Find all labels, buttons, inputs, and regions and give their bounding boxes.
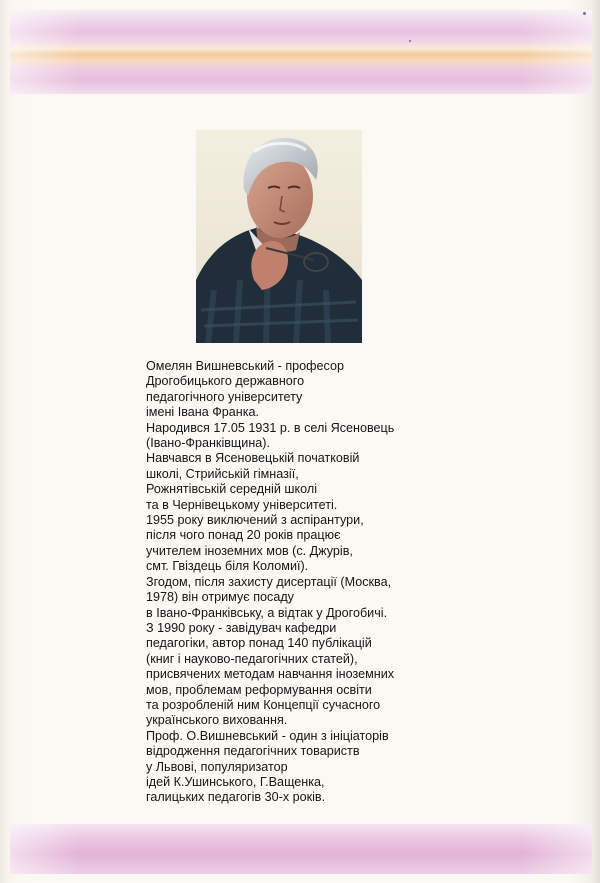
- decorative-band-top: [10, 10, 592, 94]
- biography-line: педагогічного університету: [146, 389, 303, 404]
- biography-line: Дрогобицького державного: [146, 374, 305, 389]
- biography-line: 1955 року виключений з аспірантури,: [146, 513, 364, 528]
- biography-line: (Івано-Франківщина).: [146, 436, 270, 451]
- biography-line: після чого понад 20 років працює: [146, 528, 341, 543]
- biography-line: в Івано-Франківську, а відтак у Дрогобичі.: [146, 605, 388, 620]
- biography-line: З 1990 року - завідувач кафедри: [146, 620, 337, 635]
- biography-line: галицьких педагогів 30-х років.: [146, 790, 326, 805]
- biography-line: у Львові, популяризатор: [146, 759, 288, 774]
- biography-text: [146, 359, 466, 806]
- biography-line: мов, проблемам реформування освіти: [146, 682, 372, 697]
- biography-line: педагогіки, автор понад 140 публікацій: [146, 636, 372, 651]
- biography-line: відродження педагогічних товариств: [146, 744, 360, 759]
- decorative-band-bottom: [10, 824, 592, 874]
- biography-line: учителем іноземних мов (с. Джурів,: [146, 543, 353, 558]
- biography-line: Згодом, після захисту дисертації (Москва,: [146, 574, 392, 589]
- biography-line: Омелян Вишневський - професор: [146, 359, 344, 373]
- biography-line: 1978) він отримує посаду: [146, 590, 294, 605]
- biography-line: українського виховання.: [146, 713, 288, 728]
- biography-line: Народився 17.05 1931 р. в селі Ясеновець: [146, 420, 395, 435]
- biography-line: та в Чернівецькому університеті.: [146, 497, 338, 512]
- biography-line: (книг і науково-педагогічних статей),: [146, 651, 358, 666]
- biography-line: Навчався в Ясеновецькій початковій: [146, 451, 360, 466]
- biography-line: Рожнятівській середній школі: [146, 482, 318, 497]
- biography-line: імені Івана Франка.: [146, 405, 260, 420]
- biography-line: та розробленій ним Концепції сучасного: [146, 697, 381, 712]
- biography-line: Проф. О.Вишневський - один з ініціаторів: [146, 728, 389, 743]
- biography-line: школі, Стрийській гімназії,: [146, 466, 299, 481]
- biography-line: смт. Гвіздець біля Коломиї).: [146, 559, 309, 574]
- biography-line: ідей К.Ушинського, Г.Ващенка,: [146, 774, 325, 789]
- speck-mark: [409, 40, 411, 42]
- biography-line: присвячених методам навчання іноземних: [146, 667, 395, 682]
- speck-mark: [583, 12, 586, 15]
- author-portrait-photo: [196, 130, 362, 343]
